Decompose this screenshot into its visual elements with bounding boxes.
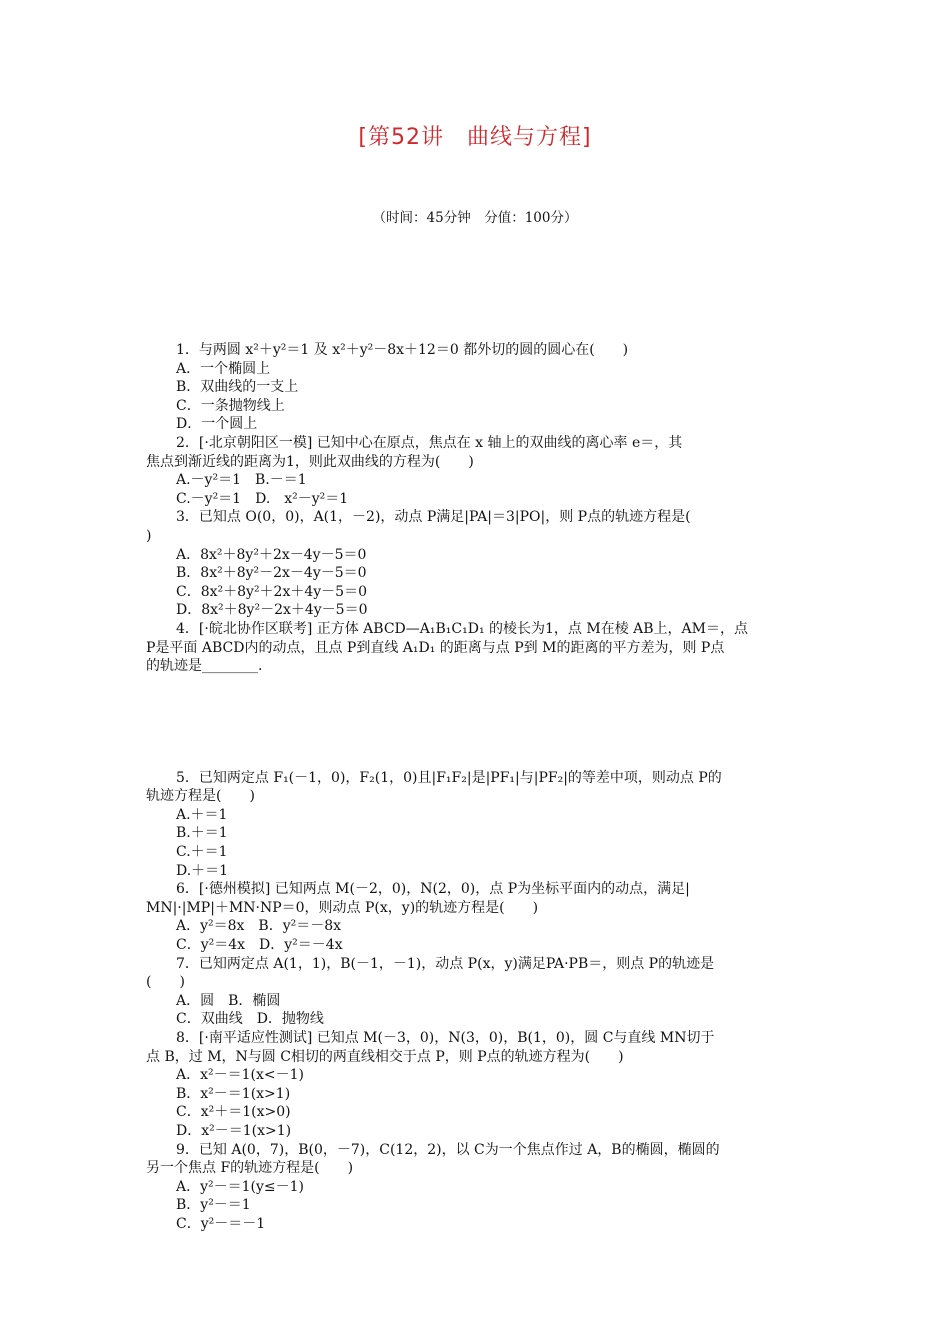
answer-option: B．x²－＝1(x>1) — [176, 1085, 291, 1102]
page-title: [第52讲 曲线与方程] — [358, 125, 592, 150]
answer-option: B.＋＝1 — [176, 825, 228, 842]
question-text-line: ) — [146, 527, 152, 544]
answer-option: A．y²－＝1(y≤－1) — [176, 1178, 305, 1195]
answer-option: D．8x²＋8y²－2x＋4y－5＝0 — [176, 602, 368, 619]
question-text-line: 7．已知两定点 A(1，1)，B(－1，－1)，动点 P(x，y)满足PA·PB＝，则点 P的轨迹是 — [176, 955, 715, 972]
question-text-line: 6．[·德州模拟] 已知两点 M(－2，0)，N(2，0)，点 P为坐标平面内的动点，满足| — [176, 881, 690, 898]
answer-option: C．y²－＝－1 — [176, 1215, 266, 1232]
question-text-line: 轨迹方程是( ) — [146, 788, 255, 805]
question-text-line: 9．已知 A(0，7)，B(0，－7)，C(12，2)，以 C为一个焦点作过 A，B的椭圆，椭圆的 — [176, 1141, 720, 1158]
question-text-line: 3．已知点 O(0，0)，A(1，－2)，动点 P满足|PA|＝3|PO|，则 P点的轨迹方程是( — [176, 509, 691, 526]
answer-option: A．圆 B．椭圆 — [176, 992, 281, 1009]
answer-option: A.＋＝1 — [176, 806, 228, 823]
time-score-info: （时间：45分钟 分值：100分） — [372, 210, 578, 226]
answer-option: C．双曲线 D．抛物线 — [176, 1011, 324, 1028]
answer-option: B．双曲线的一支上 — [176, 379, 299, 396]
question-text-line: MN|·|MP|＋MN·NP＝0，则动点 P(x，y)的轨迹方程是( ) — [146, 899, 539, 916]
answer-space — [146, 676, 806, 769]
answer-option: D．x²－＝1(x>1) — [176, 1122, 292, 1139]
questions-part-1 — [146, 341, 806, 676]
question-list — [146, 341, 806, 1234]
answer-option: A．y²＝8x B．y²＝－8x — [176, 918, 342, 935]
question-text-line: 5．已知两定点 F₁(－1，0)，F₂(1，0)且|F₁F₂|是|PF₁|与|PF₂|的等差中项，则动点 P的 — [176, 769, 722, 786]
answer-option: C．一条抛物线上 — [176, 397, 285, 414]
answer-option: B．y²－＝1 — [176, 1197, 251, 1214]
question-text-line: 8．[·南平适应性测试] 已知点 M(－3，0)，N(3，0)，B(1，0)，圆 C与直线 MN切于 — [176, 1030, 715, 1046]
answer-option: C.－y²＝1 D. x²－y²＝1 — [176, 490, 349, 507]
question-text-line: 的轨迹是________. — [146, 658, 263, 675]
question-text-line: 4．[·皖北协作区联考] 正方体 ABCD—A₁B₁C₁D₁ 的棱长为1，点 M在棱 AB上，AM＝，点 — [176, 620, 748, 637]
question-text-line: 另一个焦点 F的轨迹方程是( ) — [146, 1160, 354, 1177]
question-text-line: 点 B，过 M，N与圆 C相切的两直线相交于点 P，则 P点的轨迹方程为( ) — [146, 1048, 624, 1065]
answer-option: A.－y²＝1 B.－＝1 — [176, 472, 307, 489]
questions-part-2 — [146, 769, 806, 1234]
answer-option: B．8x²＋8y²－2x－4y－5＝0 — [176, 565, 367, 582]
question-text-line: 1．与两圆 x²＋y²＝1 及 x²＋y²－8x＋12＝0 都外切的圆的圆心在( ) — [176, 342, 629, 358]
answer-option: C．y²＝4x D．y²＝－4x — [176, 937, 343, 954]
question-text-line: P是平面 ABCD内的动点，且点 P到直线 A₁D₁ 的距离与点 P到 M的距离的平方差为，则 P点 — [146, 639, 725, 656]
answer-option: D.＋＝1 — [176, 862, 229, 879]
question-text-line: 2．[·北京朝阳区一模] 已知中心在原点，焦点在 x 轴上的双曲线的离心率 e＝，其 — [176, 434, 683, 451]
question-text-line: 焦点到渐近线的距离为1，则此双曲线的方程为( ) — [146, 453, 474, 470]
answer-option: C．x²＋＝1(x>0) — [176, 1104, 291, 1121]
answer-option: A．一个椭圆上 — [176, 360, 271, 377]
answer-option: C．8x²＋8y²＋2x＋4y－5＝0 — [176, 583, 367, 600]
answer-option: C.＋＝1 — [176, 844, 228, 861]
answer-option: A．8x²＋8y²＋2x－4y－5＝0 — [176, 546, 367, 563]
answer-option: D．一个圆上 — [176, 416, 258, 433]
question-text-line: ( ) — [146, 974, 185, 991]
answer-option: A．x²－＝1(x<－1) — [176, 1067, 304, 1084]
